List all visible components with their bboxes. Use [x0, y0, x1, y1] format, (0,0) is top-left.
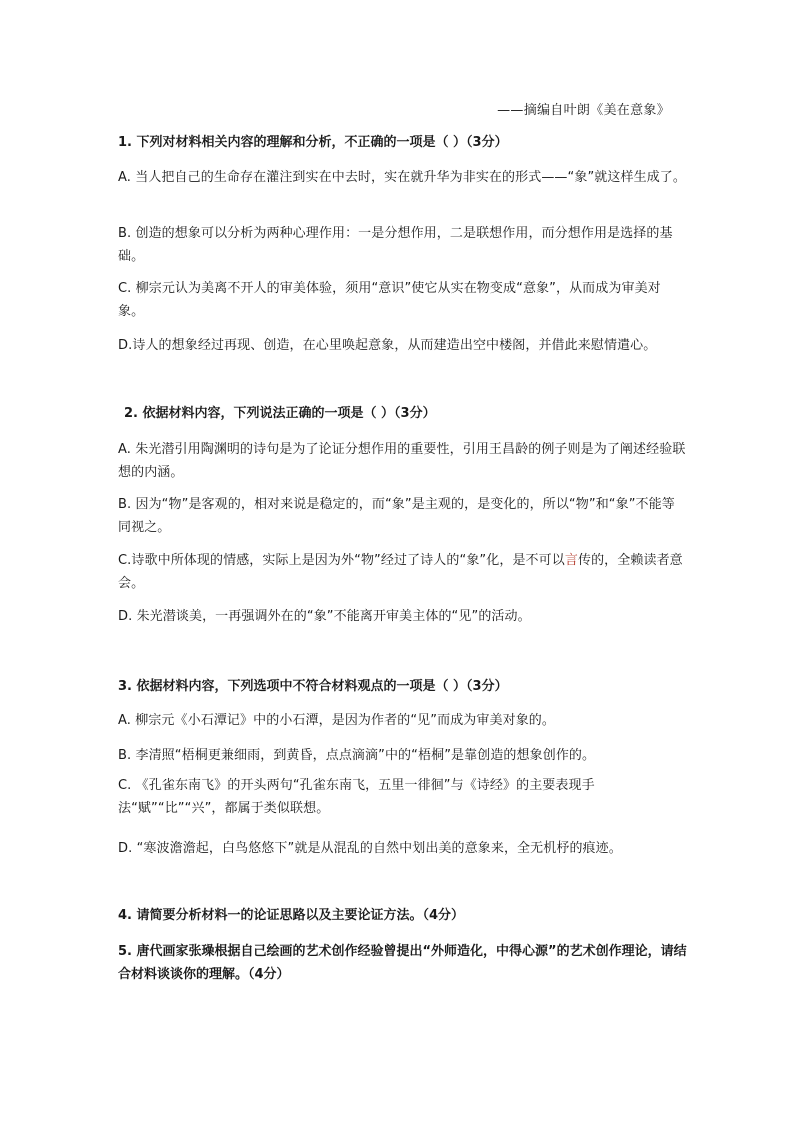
option-c-text-1: C.诗歌中所体现的情感，实际上是因为外“物”经过了诗人的“象”化，是不可以	[118, 553, 565, 568]
question-1-option-d: D.诗人的想象经过再现、创造，在心里唤起意象，从而建造出空中楼阁，并借此来慰情遣心。	[118, 338, 657, 353]
question-2-title: 2. 依据材料内容，下列说法正确的一项是（ ）（3分）	[124, 406, 436, 421]
highlighted-word: 言	[564, 553, 578, 568]
question-3-option-d: D. “寒波澹澹起，白鸟悠悠下”就是从混乱的自然中划出美的意象来，全无机杼的痕迹。	[118, 841, 622, 856]
question-2-option-c	[118, 549, 686, 595]
question-3-title: 3. 依据材料内容，下列选项中不符合材料观点的一项是（ ）（3分）	[118, 679, 508, 694]
question-5-title: 5. 唐代画家张璪根据自己绘画的艺术创作经验曾提出“外师造化，中得心源”的艺术创作理论，请结合材料谈谈你的理解。（4分）	[118, 944, 687, 982]
question-3-option-c: C. 《孔雀东南飞》的开头两句“孔雀东南飞，五里一徘徊”与《诗经》的主要表现手法“赋”“比”“兴”，都属于类似联想。	[118, 778, 595, 816]
question-2-option-a: A. 朱光潜引用陶渊明的诗句是为了论证分想作用的重要性，引用王昌龄的例子则是为了阐述经验联想的内涵。	[118, 442, 686, 480]
question-1-option-a: A. 当人把自己的生命存在灌注到实在中去时，实在就升华为非实在的形式——“象”就这样生成了。	[118, 170, 686, 185]
source-citation: ——摘编自叶朗《美在意象》	[497, 103, 670, 118]
question-4-title: 4. 请简要分析材料一的论证思路以及主要论证方法。（4分）	[118, 908, 465, 923]
question-3-option-a: A. 柳宗元《小石潭记》中的小石潭，是因为作者的“见”而成为审美对象的。	[118, 713, 555, 728]
question-1-title: 1. 下列对材料相关内容的理解和分析，不正确的一项是（ ）（3分）	[118, 135, 508, 150]
question-3-option-b: B. 李清照“梧桐更兼细雨，到黄昏，点点滴滴”中的“梧桐”是靠创造的想象创作的。	[118, 748, 596, 763]
question-2-option-d: D. 朱光潜谈美，一再强调外在的“象”不能离开审美主体的“见”的活动。	[118, 609, 531, 624]
option-c-text-2: 传的，全赖读者意会。	[118, 553, 683, 591]
question-1-option-c: C. 柳宗元认为美离不开人的审美体验，须用“意识”使它从实在物变成“意象”，从而成为审美对象。	[118, 281, 661, 319]
question-2-option-b: B. 因为“物”是客观的，相对来说是稳定的，而“象”是主观的，是变化的，所以“物”和“象”不能等同视之。	[118, 497, 675, 535]
question-1-option-b: B. 创造的想象可以分析为两种心理作用：一是分想作用，二是联想作用，而分想作用是选择的基础。	[118, 226, 673, 264]
